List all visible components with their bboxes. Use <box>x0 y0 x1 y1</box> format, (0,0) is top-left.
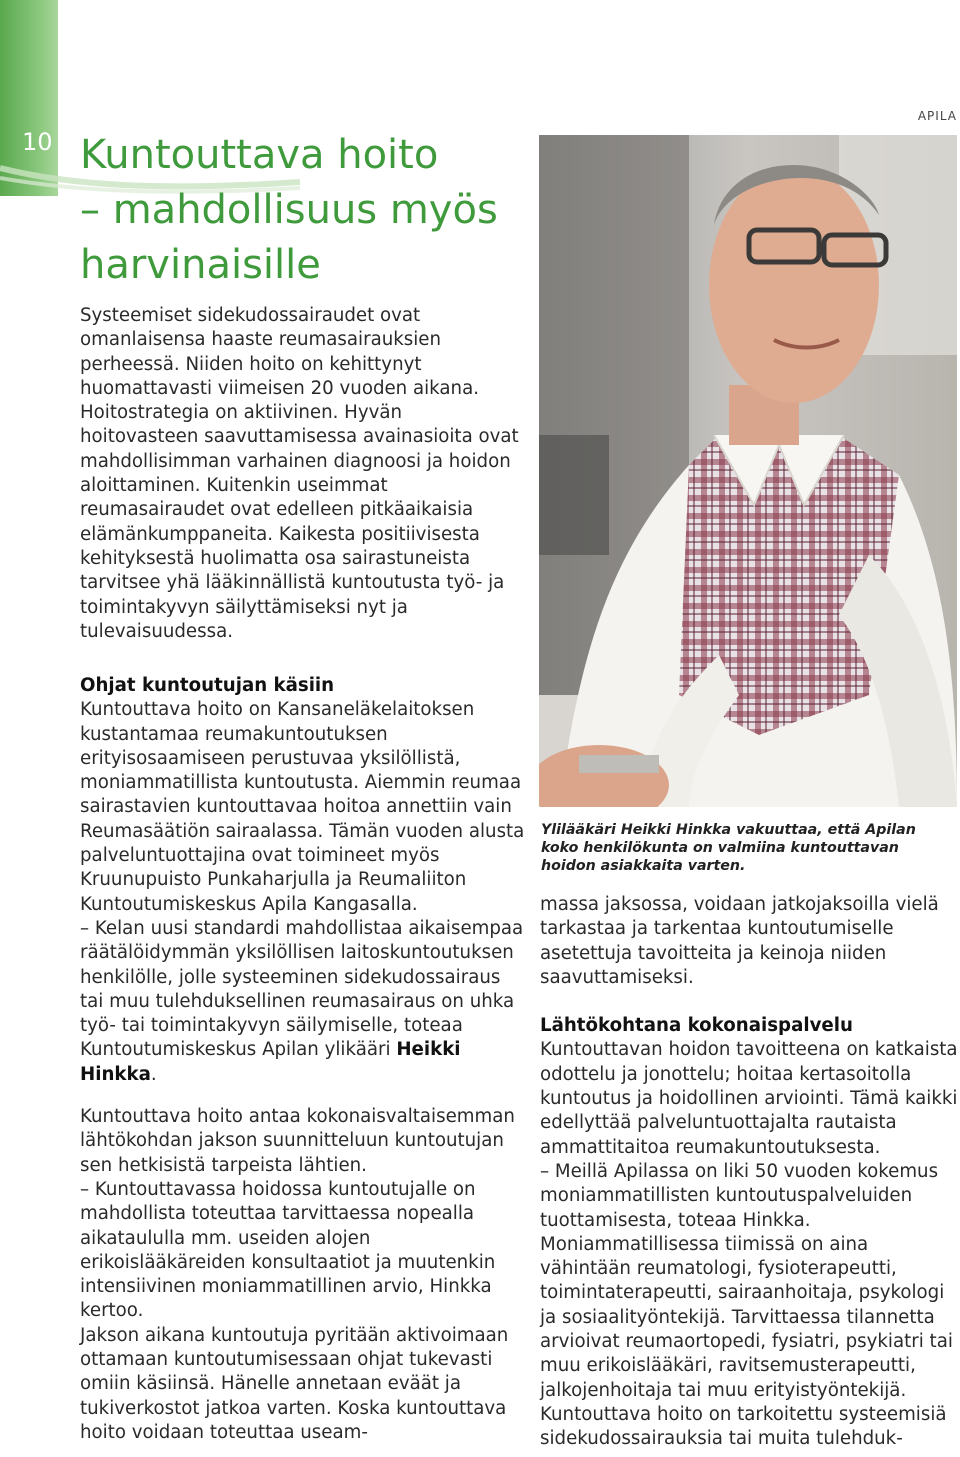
title-line-2: – mahdollisuus myös <box>80 187 498 233</box>
body-paragraph: – Kuntouttavassa hoidossa kuntoutujalle on mahdollista toteuttaa tarvittaessa nopealla aikataululla mm. useiden alojen erikoislääkäreiden konsultaatiot ja muutenkin intensiivinen moniammatillinen arvio, Hinkka kertoo. <box>80 1178 496 1322</box>
section-heading-lahtokohtana: Lähtökohtana kokonaispalvelu <box>540 1015 853 1037</box>
title-line-1: Kuntouttava hoito <box>80 132 439 178</box>
body-paragraph: – Meillä Apilassa on liki 50 vuoden kokemus moniammatillisten kuntoutuspalveluiden tuottamisesta, toteaa Hinkka. <box>540 1160 939 1231</box>
article-title <box>80 128 530 293</box>
body-paragraph <box>80 917 525 1087</box>
column-2 <box>540 893 960 1452</box>
photo-credit: APILA <box>917 109 957 123</box>
page-number: 10 <box>22 128 53 156</box>
quote-end: . <box>150 1063 157 1085</box>
quote-text: – Kelan uusi standardi mahdollistaa aikaisempaa räätälöidymmän yksilöllisen laitoskuntoutuksen henkilölle, jolle systeeminen sidekudossairaus tai muu tulehduksellinen reumasairaus on uhka työ- tai toimintakyvyn säilymiselle, toteaa Kuntoutumiskeskus Apilan ylikääri <box>80 917 524 1061</box>
lead-paragraph-block <box>80 304 525 644</box>
column-1 <box>80 674 525 1445</box>
section-heading-ohjat: Ohjat kuntoutujan käsiin <box>80 675 335 696</box>
body-paragraph: Kuntouttava hoito on tarkoitettu systeemisiä sidekudossairauksia tai muita tulehduk- <box>540 1403 947 1450</box>
body-paragraph: Kuntouttava hoito antaa kokonaisvaltaisemman lähtökohdan jakson suunnitteluun kuntoutujan sen hetkisistä tarpeista lähtien. <box>80 1106 515 1176</box>
body-paragraph: Moniammatillisessa tiimissä on aina vähintään reumatologi, fysioterapeutti, toimintaterapeutti, sairaanhoitaja, psykologi ja sosiaalityöntekijä. Tarvittaessa tilannetta arvioivat reumaortopedi, fysiatri, psykiatri tai muu erikoislääkäri, ravitsemusterapeutti, jalkojenhoitaja tai muu erityistyöntekijä. <box>540 1233 953 1401</box>
lead-paragraph: Systeemiset sidekudossairaudet ovat omanlaisensa haaste reumasairauksien perheessä. Niiden hoito on kehittynyt huomattavasti viimeisen 20 vuoden aikana. Hoitostrategia on aktiivinen. Hyvän hoitovasteen saavuttamisessa avainasioita ovat mahdollisimman varhainen diagnoosi ja hoidon aloittaminen. Kuitenkin useimmat reumasairaudet ovat edelleen pitkäaikaisia elämänkumppaneita. Kaikesta positiivisesta kehityksestä huolimatta osa sairastuneista tarvitsee yhä lääkinnällistä kuntoutusta työ- ja toimintakyvyn säilyttämiseksi nyt ja tulevaisuudessa. <box>80 305 519 642</box>
body-paragraph: Kuntouttava hoito on Kansaneläkelaitoksen kustantamaa reumakuntoutuksen erityisosaamiseen perustuvaa yksilöllistä, moniammatillista kuntoutusta. Aiemmin reumaa sairastavien kuntouttavaa hoitoa annettiin vain Reumasäätiön sairaalassa. Tämän vuoden alusta palveluntuottajina ovat toimineet myös Kruunupuisto Punkaharjulla ja Reumaliiton Kuntoutumiskeskus Apila Kangasalla. <box>80 699 525 915</box>
body-paragraph: massa jaksossa, voidaan jatkojaksoilla vielä tarkastaa ja tarkentaa kuntoutumiselle asetettuja tavoitteita ja keinoja niiden saavuttamiseksi. <box>540 894 939 988</box>
portrait-photo <box>539 135 957 807</box>
photo-caption: Ylilääkäri Heikki Hinkka vakuuttaa, että Apilan koko henkilökunta on valmiina kuntouttavan hoidon asiakkaita varten. <box>541 822 916 874</box>
body-paragraph: Jakson aikana kuntoutuja pyritään aktivoimaan ottamaan kuntoutumisessaan ohjat tukevasti omiin käsiinsä. Hänelle annetaan eväät ja tukiverkostot jatkoa varten. Koska kuntouttava hoito voidaan toteuttaa useam- <box>80 1324 509 1443</box>
person-name: Heikki Hinkka <box>80 1039 461 1085</box>
body-paragraph: Kuntouttavan hoidon tavoitteena on katkaista odottelu ja jonottelu; hoitaa kertasoitolla kuntoutus ja hoidollinen arviointi. Tämä kaikki edellyttää palveluntuottajalta rautaista ammattitaitoa reumakuntoutuksesta. <box>540 1039 958 1158</box>
title-line-3: harvinaisille <box>80 242 321 288</box>
